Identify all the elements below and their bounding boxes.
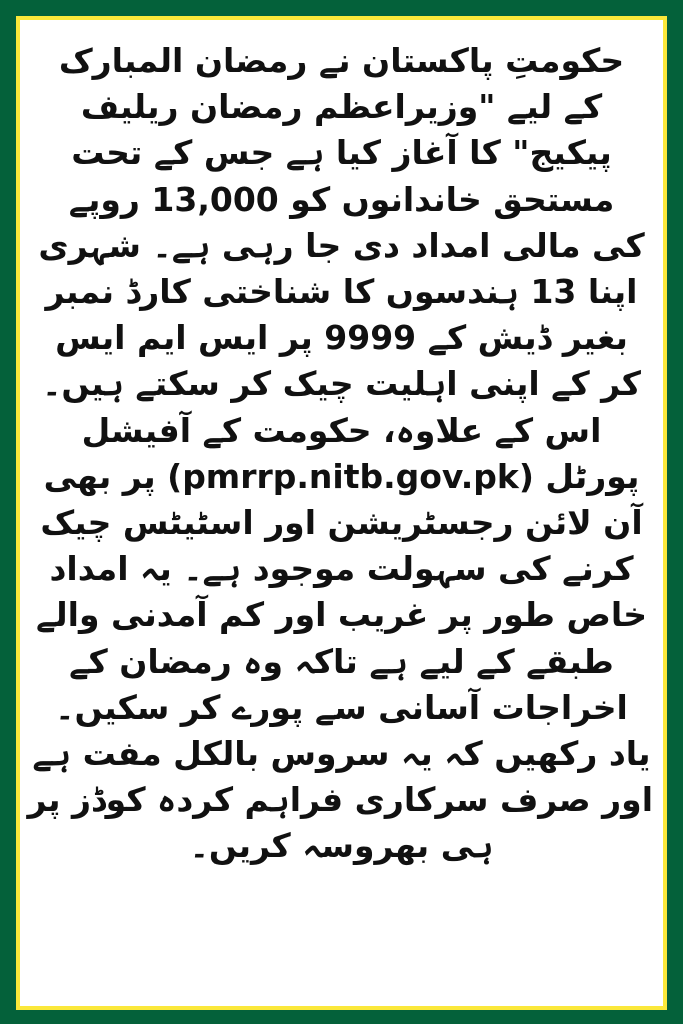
document-card [16,16,667,1010]
text-line: طبقے کے لیے ہے تاکہ وہ رمضان کے [69,641,614,681]
text-line: کی مالی امداد دی جا رہی ہے۔ شہری [38,225,645,265]
text-line: کرنے کی سہولت موجود ہے۔ یہ امداد [49,549,634,589]
text-line: کے لیے "وزیراعظم رمضان ریلیف [80,87,603,127]
text-line: آن لائن رجسٹریشن اور اسٹیٹس چیک [40,503,643,543]
text-line: ہی بھروسہ کریں۔ [189,826,494,866]
text-line: حکومتِ پاکستان نے رمضان المبارک [58,41,625,80]
text-line: اور صرف سرکاری فراہم کردہ کوڈز پر [27,780,653,820]
portal-url-line: پورٹل (pmrrp.nitb.gov.pk) پر بھی [43,456,640,496]
text-line: پیکیج" کا آغاز کیا ہے جس کے تحت [71,133,612,173]
text-line: اخراجات آسانی سے پورے کر سکیں۔ [55,687,628,727]
text-line: کر کے اپنی اہلیت چیک کر سکتے ہیں۔ [42,364,641,404]
text-line: خاص طور پر غریب اور کم آمدنی والے [35,595,648,635]
announcement-text [20,38,663,870]
text-line: اپنا 13 ہندسوں کا شناختی کارڈ نمبر [45,272,638,312]
text-line: اس کے علاوہ، حکومت کے آفیشل [81,410,602,450]
text-line: بغیر ڈیش کے 9999 پر ایس ایم ایس [55,318,628,358]
text-line: مستحق خاندانوں کو 13,000 روپے [68,179,615,219]
text-line: یاد رکھیں کہ یہ سروس بالکل مفت ہے [32,734,651,774]
